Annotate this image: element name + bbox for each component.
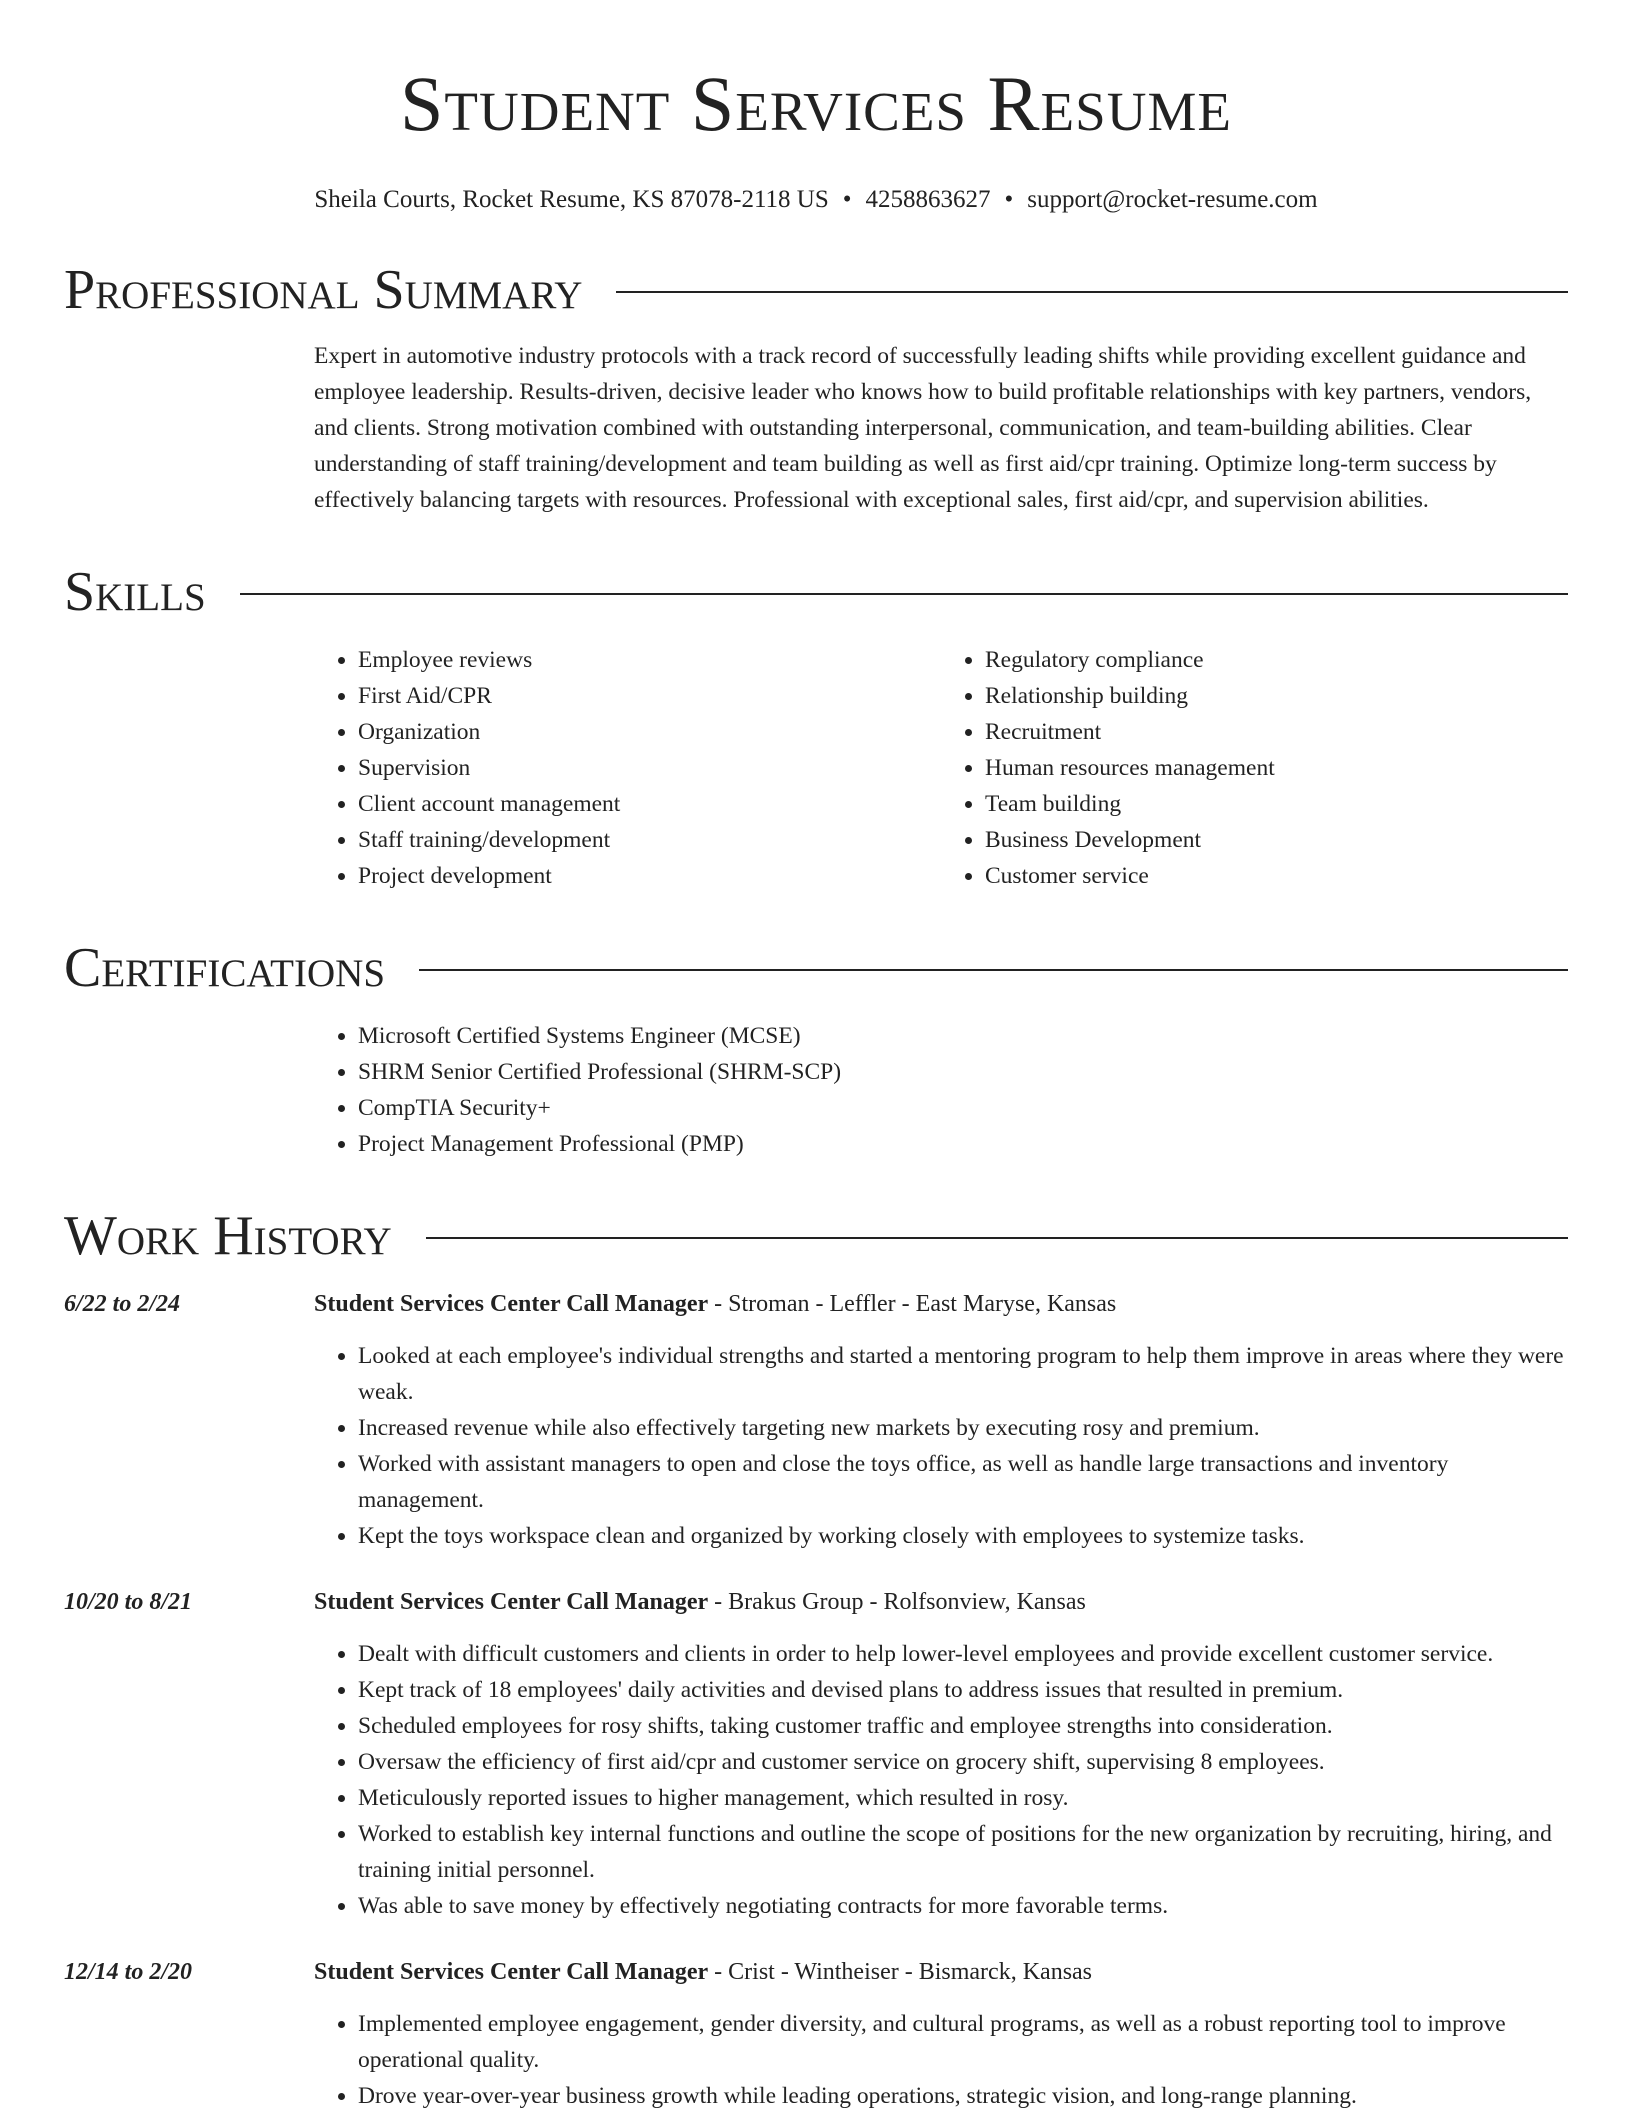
- contact-line: [64, 184, 1568, 216]
- work-section-header: [64, 1206, 1568, 1266]
- job-bullet: • Kept track of 18 employees' daily activities and devised plans to address issues that resulted in premium.: [358, 1672, 1568, 1708]
- certification-item: • SHRM Senior Certified Professional (SHRM-SCP): [358, 1054, 1568, 1090]
- job-bullet: • Kept the toys workspace clean and organized by working closely with employees to systemize tasks.: [358, 1518, 1568, 1554]
- skill-item: • Client account management: [358, 786, 941, 822]
- job-bullets: [314, 1636, 1568, 1924]
- job-role: Student Services Center Call Manager: [314, 1589, 709, 1615]
- skill-item: • Organization: [358, 714, 941, 750]
- job-heading: [314, 1954, 1568, 1990]
- job-bullet: • Scheduled employees for rosy shifts, taking customer traffic and employee strengths into consideration.: [358, 1708, 1568, 1744]
- skills-column-right: [941, 642, 1568, 894]
- job-employer: - Stroman - Leffler - East Maryse, Kansas: [708, 1291, 1117, 1317]
- skill-item: • Business Development: [985, 822, 1568, 858]
- job-bullets: [314, 1338, 1568, 1554]
- summary-heading: Professional Summary: [64, 259, 583, 321]
- certifications-list: [314, 1018, 1568, 1162]
- job-bullet: • Increased revenue while also effectively targeting new markets by executing rosy and premium.: [358, 1410, 1568, 1446]
- contact-email: support@rocket-resume.com: [1027, 186, 1318, 213]
- section-divider: [616, 291, 1568, 293]
- contact-address: Sheila Courts, Rocket Resume, KS 87078-2118 US: [314, 186, 829, 213]
- job-bullet: • Worked to establish key internal functions and outline the scope of positions for the new organization by recruiting, hiring, and training initial personnel.: [358, 1816, 1568, 1888]
- certification-item: • Project Management Professional (PMP): [358, 1126, 1568, 1162]
- job-entry: [64, 1954, 1568, 2114]
- section-divider: [419, 969, 1568, 971]
- job-bullet: • Implemented employee engagement, gender diversity, and cultural programs, as well as a robust reporting tool to improve operational quality.: [358, 2006, 1568, 2078]
- job-bullets: [314, 2006, 1568, 2114]
- skill-item: • Customer service: [985, 858, 1568, 894]
- skills-section-header: [64, 562, 1568, 622]
- skills-list: [314, 642, 1568, 894]
- job-dates: 6/22 to 2/24: [64, 1291, 181, 1317]
- job-bullet: • Drove year-over-year business growth while leading operations, strategic vision, and long-range planning.: [358, 2078, 1568, 2114]
- job-heading: [314, 1584, 1568, 1620]
- job-bullet: • Dealt with difficult customers and clients in order to help lower-level employees and provide excellent customer service.: [358, 1636, 1568, 1672]
- certifications-bullets: [314, 1018, 1568, 1162]
- skill-item: • Human resources management: [985, 750, 1568, 786]
- job-bullet: • Looked at each employee's individual strengths and started a mentoring program to help them improve in areas where they were weak.: [358, 1338, 1568, 1410]
- contact-separator: •: [1004, 186, 1014, 213]
- resume-title: Student Services Resume: [400, 60, 1232, 147]
- job-entry: [64, 1286, 1568, 1554]
- job-bullet: • Was able to save money by effectively negotiating contracts for more favorable terms.: [358, 1888, 1568, 1924]
- job-body: [314, 1286, 1568, 1554]
- job-bullet: • Worked with assistant managers to open and close the toys office, as well as handle large transactions and inventory management.: [358, 1446, 1568, 1518]
- job-dates: 12/14 to 2/20: [64, 1959, 193, 1985]
- section-divider: [240, 593, 1568, 595]
- section-divider: [426, 1237, 1568, 1239]
- skill-item: • Supervision: [358, 750, 941, 786]
- certification-item: • CompTIA Security+: [358, 1090, 1568, 1126]
- skill-item: • Project development: [358, 858, 941, 894]
- job-employer: - Crist - Wintheiser - Bismarck, Kansas: [708, 1959, 1093, 1985]
- job-dates: 10/20 to 8/21: [64, 1589, 193, 1615]
- skill-item: • First Aid/CPR: [358, 678, 941, 714]
- job-body: [314, 1954, 1568, 2114]
- certification-item: • Microsoft Certified Systems Engineer (MCSE): [358, 1018, 1568, 1054]
- summary-text: Expert in automotive industry protocols with a track record of successfully leading shifts while providing excellent guidance and employee leadership. Results-driven, decisive leader who knows how to build profitable relationships with key partners, vendors, and clients. Strong motivation combined with outstanding interpersonal, communication, and team-building abilities. Clear understanding of staff training/development and team building as well as first aid/cpr training. Optimize long-term success by effectively balancing targets with resources. Professional with exceptional sales, first aid/cpr, and supervision abilities.: [314, 343, 1532, 513]
- contact-separator: •: [842, 186, 852, 213]
- skill-item: • Team building: [985, 786, 1568, 822]
- skill-item: • Relationship building: [985, 678, 1568, 714]
- job-heading: [314, 1286, 1568, 1322]
- skills-heading: Skills: [64, 561, 206, 623]
- work-heading: Work History: [64, 1205, 392, 1267]
- job-entry: [64, 1584, 1568, 1924]
- job-body: [314, 1584, 1568, 1924]
- skill-item: • Regulatory compliance: [985, 642, 1568, 678]
- skill-item: • Employee reviews: [358, 642, 941, 678]
- skill-item: • Recruitment: [985, 714, 1568, 750]
- summary-section-header: [64, 260, 1568, 320]
- contact-phone: 4258863627: [865, 186, 991, 213]
- job-bullet: • Meticulously reported issues to higher management, which resulted in rosy.: [358, 1780, 1568, 1816]
- certifications-section-header: [64, 938, 1568, 998]
- certifications-heading: Certifications: [64, 937, 386, 999]
- job-bullet: • Oversaw the efficiency of first aid/cpr and customer service on grocery shift, supervising 8 employees.: [358, 1744, 1568, 1780]
- job-employer: - Brakus Group - Rolfsonview, Kansas: [708, 1589, 1086, 1615]
- job-role: Student Services Center Call Manager: [314, 1959, 709, 1985]
- skills-column-left: [314, 642, 941, 894]
- job-role: Student Services Center Call Manager: [314, 1291, 709, 1317]
- skill-item: • Staff training/development: [358, 822, 941, 858]
